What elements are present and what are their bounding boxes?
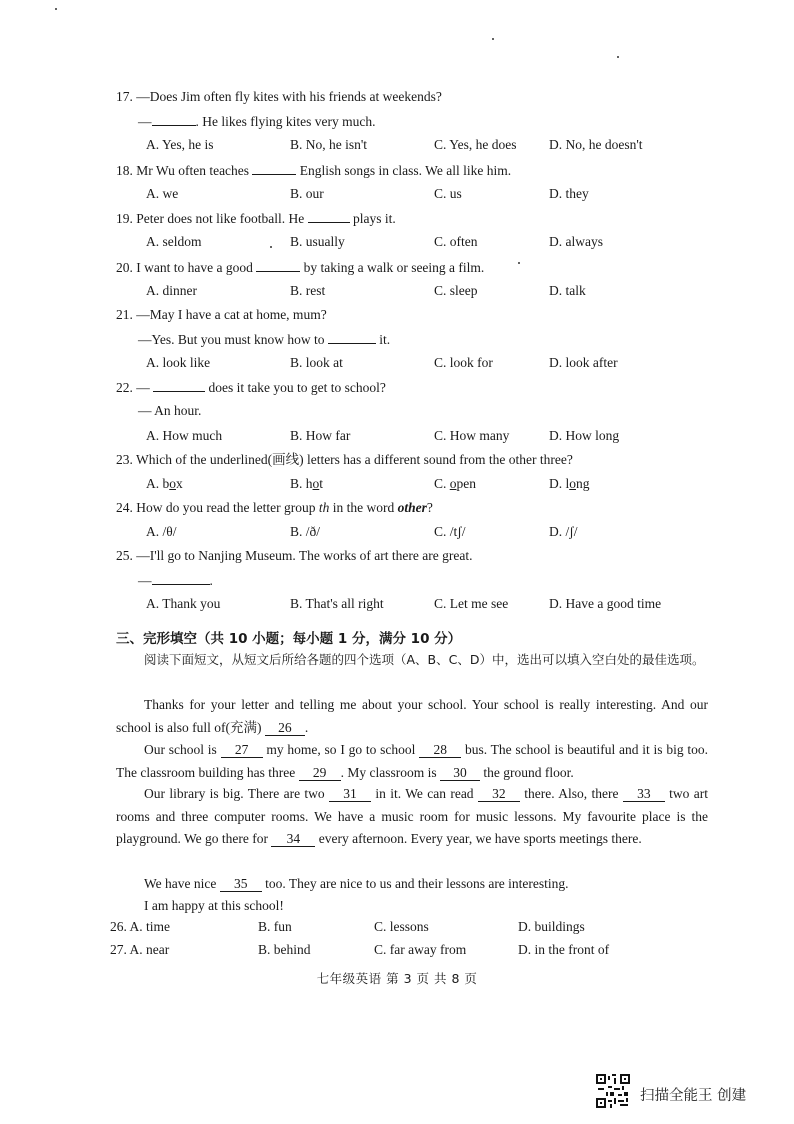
question-20-option-c: C. sleep — [434, 283, 478, 298]
blank-33: 33 — [623, 786, 665, 802]
scan-speck — [270, 246, 272, 248]
cloze-27-option-c: C. far away from — [374, 942, 467, 957]
blank-27: 27 — [221, 742, 263, 758]
question-22-option-d: D. How long — [549, 428, 620, 443]
scan-speck — [492, 38, 494, 40]
question-25-option-b: B. That's all right — [290, 596, 384, 611]
question-23-option-d — [549, 475, 590, 493]
question-20-option-a: A. dinner — [146, 283, 197, 298]
stem-part: 20. I want to have a good — [116, 260, 257, 275]
option-text: x — [176, 476, 183, 491]
passage-text: in it. We can read — [371, 786, 478, 801]
reply-suffix: . He likes flying kites very much. — [195, 114, 376, 129]
question-17-option-b: B. No, he isn't — [290, 137, 368, 152]
reply-prefix: —Yes. But you must know how to — [138, 332, 328, 347]
question-21-option-d: D. look after — [549, 355, 618, 370]
cloze-26-option-b: B. fun — [258, 919, 292, 934]
passage-text: I am happy at this school! — [144, 898, 284, 913]
reply-prefix: — — [138, 573, 152, 588]
stem-part: plays it. — [349, 211, 396, 226]
passage-text: the ground floor. — [479, 764, 574, 780]
qr-code-icon — [596, 1074, 630, 1108]
passage-text: there. Also, there — [519, 786, 623, 801]
answer-blank — [153, 378, 205, 392]
cloze-27-option-a: 27. A. near — [110, 942, 170, 957]
question-20-option-d: D. talk — [549, 283, 586, 298]
question-23-option-a — [146, 475, 183, 493]
underlined-letter: o — [449, 476, 457, 491]
question-25-reply — [138, 571, 213, 590]
question-19-option-a: A. seldom — [146, 234, 202, 249]
stem-part: does it take you to get to school? — [205, 380, 386, 395]
passage-text: too. They are nice to us and their lessons are interesting. — [261, 876, 569, 891]
passage-text: every afternoon. Every year, we have sports meetings there. — [315, 831, 642, 846]
passage-text: bus. The school is beautiful and it is big too. The classroom building has three — [116, 742, 708, 780]
option-text: ng — [576, 476, 590, 491]
option-text: D. l — [549, 476, 570, 491]
stem-italic: th — [318, 500, 330, 515]
question-17-stem: 17. —Does Jim often fly kites with his friends at weekends? — [116, 89, 442, 104]
cloze-26-option-a: 26. A. time — [110, 919, 170, 934]
scan-speck — [518, 262, 520, 264]
option-text: A. b — [146, 476, 170, 491]
question-21-option-a: A. look like — [146, 355, 211, 370]
stem-part: 22. — — [116, 380, 154, 395]
question-18-option-a: A. we — [146, 186, 179, 201]
question-21-option-c: C. look for — [434, 355, 493, 370]
question-24-stem — [116, 499, 433, 517]
option-text: B. h — [290, 476, 313, 491]
question-24-option-d: D. /ʃ/ — [549, 524, 578, 539]
question-23-option-b — [290, 475, 323, 493]
question-25-stem: 25. —I'll go to Nanjing Museum. The works of art there are great. — [116, 548, 473, 563]
answer-blank — [252, 161, 296, 175]
option-text: t — [319, 476, 324, 491]
underlined-letter: o — [569, 476, 576, 491]
question-21-option-b: B. look at — [290, 355, 343, 370]
question-18-stem — [116, 161, 511, 180]
stem-part: in the word — [329, 500, 398, 515]
question-19-option-c: C. often — [434, 234, 478, 249]
passage-text: my home, so I go to school — [262, 742, 420, 757]
question-22-option-c: C. How many — [434, 428, 510, 443]
blank-35: 35 — [220, 876, 262, 892]
scan-speck — [617, 56, 619, 58]
stem-part: 19. Peter does not like football. He — [116, 211, 308, 226]
reply-suffix: it. — [375, 332, 391, 347]
section-3-title: 三、完形填空（共 10 小题；每小题 1 分，满分 10 分） — [116, 631, 462, 647]
option-text: pen — [456, 476, 477, 491]
passage-text: Thanks for your letter and telling me about your school. Your school is really interesting. And our school is also full of(充满) — [116, 697, 708, 735]
question-17-option-d: D. No, he doesn't — [549, 137, 643, 152]
passage-text: We have nice — [144, 876, 220, 891]
answer-blank — [152, 571, 210, 585]
scan-speck — [55, 8, 57, 10]
question-24-option-a: A. /θ/ — [146, 524, 177, 539]
question-24-option-c: C. /tʃ/ — [434, 524, 466, 539]
passage-text: Our library is big. There are two — [144, 786, 330, 801]
passage-paragraph-1 — [116, 694, 708, 739]
question-21-stem: 21. —May I have a cat at home, mum? — [116, 307, 327, 322]
passage-paragraph-4 — [116, 873, 708, 896]
blank-32: 32 — [478, 786, 520, 802]
question-20-stem — [116, 258, 484, 277]
question-18-option-b: B. our — [290, 186, 324, 201]
answer-blank — [152, 112, 196, 126]
cloze-27-option-b: B. behind — [258, 942, 311, 957]
blank-26: 26 — [265, 720, 305, 736]
stem-part: by taking a walk or seeing a film. — [300, 260, 485, 275]
question-21-reply — [138, 330, 390, 349]
question-22-option-a: A. How much — [146, 428, 223, 443]
blank-29: 29 — [299, 765, 341, 781]
blank-30: 30 — [440, 765, 480, 781]
blank-28: 28 — [419, 742, 461, 758]
question-19-stem — [116, 209, 396, 228]
question-19-option-d: D. always — [549, 234, 603, 249]
passage-paragraph-3 — [116, 783, 708, 851]
answer-blank — [308, 209, 350, 223]
answer-blank — [256, 258, 300, 272]
question-22-option-b: B. How far — [290, 428, 351, 443]
stem-part: 18. Mr Wu often teaches — [116, 163, 253, 178]
question-25-option-c: C. Let me see — [434, 596, 509, 611]
cloze-26-option-d: D. buildings — [518, 919, 585, 934]
question-25-option-a: A. Thank you — [146, 596, 221, 611]
question-18-option-d: D. they — [549, 186, 589, 201]
section-3-instructions — [116, 649, 708, 671]
option-text: C. — [434, 476, 450, 491]
reply-prefix: — — [138, 114, 152, 129]
passage-text: Our school is — [144, 742, 221, 757]
blank-31: 31 — [329, 786, 371, 802]
stem-part: 24. How do you read the letter group — [116, 500, 319, 515]
question-17-option-a: A. Yes, he is — [146, 137, 214, 152]
cloze-26-option-c: C. lessons — [374, 919, 429, 934]
stem-italic: other — [397, 500, 427, 515]
question-17-reply — [138, 112, 375, 131]
question-23-stem: 23. Which of the underlined(画线) letters has a different sound from the other three? — [116, 452, 573, 467]
question-18-option-c: C. us — [434, 186, 462, 201]
question-23-option-c — [434, 475, 476, 493]
passage-paragraph-2 — [116, 739, 708, 784]
passage-text: . — [304, 719, 309, 735]
reply-suffix: . — [209, 573, 213, 588]
page-footer: 七年级英语 第 3 页 共 8 页 — [316, 971, 478, 986]
passage-paragraph-5 — [116, 895, 708, 918]
stem-part: English songs in class. We all like him. — [296, 163, 512, 178]
passage-text: . My classroom is — [340, 764, 440, 780]
question-20-option-b: B. rest — [290, 283, 326, 298]
blank-34: 34 — [271, 831, 315, 847]
scanner-watermark: 扫描全能王 创建 — [640, 1088, 747, 1104]
cloze-27-option-d: D. in the front of — [518, 942, 610, 957]
question-24-option-b: B. /ð/ — [290, 524, 321, 539]
question-22-stem — [116, 378, 386, 397]
passage-text: two art rooms and three computer rooms. We have a music room for music lessons. My favourite place is the playground. We go there for — [116, 786, 709, 846]
answer-blank — [328, 330, 376, 344]
stem-part: ? — [426, 500, 433, 515]
question-17-option-c: C. Yes, he does — [434, 137, 517, 152]
underlined-letter: o — [169, 476, 176, 491]
underlined-letter: o — [312, 476, 320, 491]
question-19-option-b: B. usually — [290, 234, 345, 249]
question-25-option-d: D. Have a good time — [549, 596, 662, 611]
question-22-reply: — An hour. — [138, 403, 202, 418]
instructions-text: 阅读下面短文，从短文后所给各题的四个选项（A、B、C、D）中，选出可以填入空白处的最佳选项。 — [144, 652, 705, 667]
